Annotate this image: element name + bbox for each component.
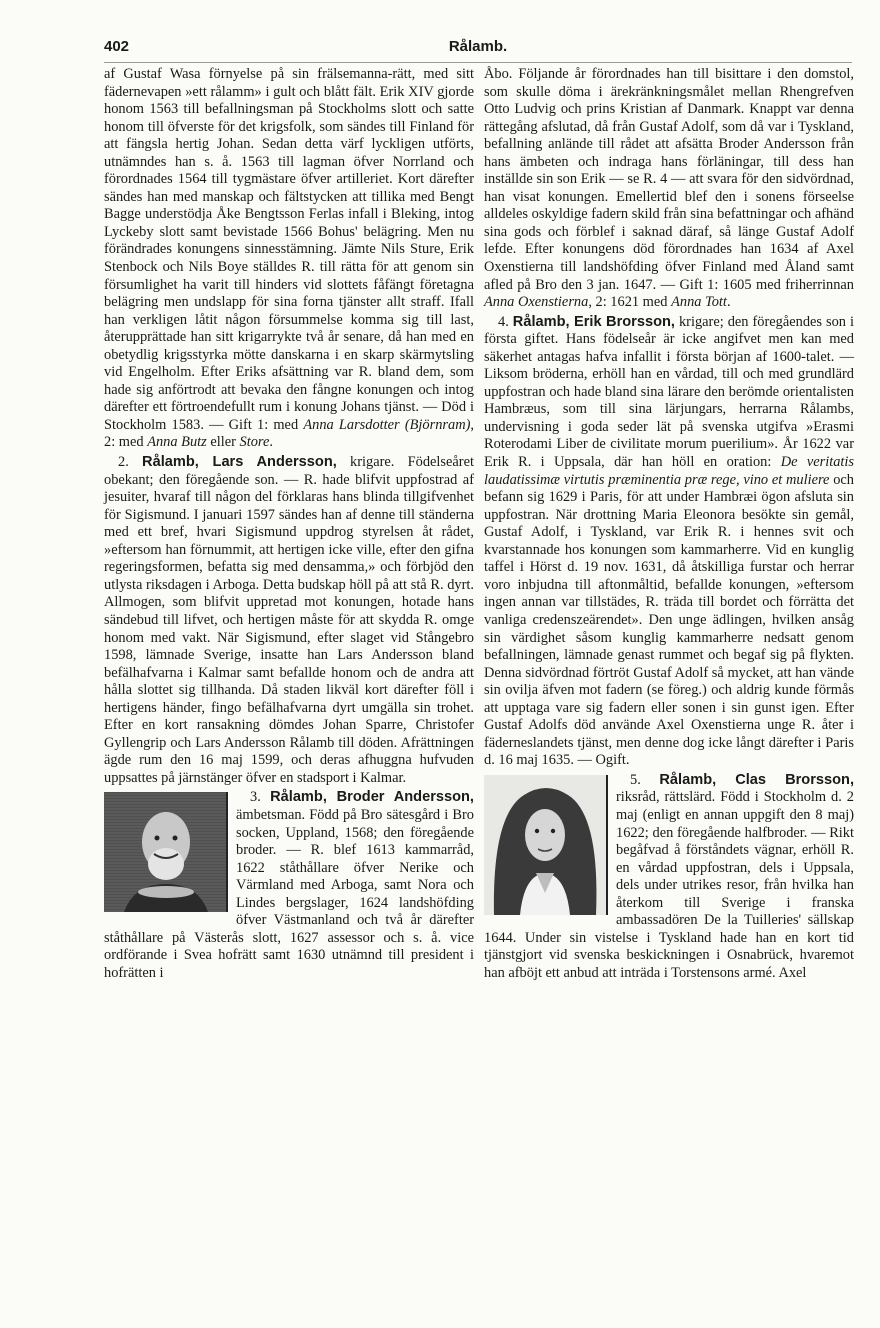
oration-title: De veritatis laudatissimæ virtutis præminentia præ rege, vino et muliere xyxy=(484,454,854,488)
entry-name: Rålamb, Clas Brorsson, xyxy=(659,771,854,788)
portrait-broder-andersson xyxy=(104,792,228,912)
right-column xyxy=(484,66,854,982)
entry-name: Rålamb, Broder Andersson, xyxy=(270,789,474,806)
wife-name: Anna Tott xyxy=(671,294,727,311)
wife-name: Anna Larsdotter (Björnram) xyxy=(303,416,471,433)
wife-name: Store xyxy=(239,434,270,451)
header-rule xyxy=(104,62,852,63)
entry-name: Rålamb, Lars Andersson, xyxy=(142,454,337,471)
entry-5: 5. Rålamb, Clas Brorsson, riksråd, rättslärd. Född i Stockholm d. 2 maj (enligt en annan uppgift den 8 maj) 1622; den föregående halfbroder. — Rikt begåfvad å förståndets vägnar, erhöll R. en vårdad uppfostran, dels i Uppsala, dels under utrikes resor, från hvilka han återkom till Sverige i franska ambassadören De la Tuilleries' sällskap 1644. Under sin vistelse i Tyskland hade han en kort tid tjänstgjort vid svenska beskickningen i Osnabrück, hvaremot han afböjt ett anbud att inträda i Torstensons armé. Axel xyxy=(484,771,854,981)
entry-4: 4. Rålamb, Erik Brorsson, krigare; den föregåendes son i första giftet. Hans födelseår är icke angifvet men kan med säkerhet antagas hafva infallit i första början af 1600-talet. — Liksom bröderna, erhöll han en vårdad, till och med grundlärd uppfostran och hade bland sina lärare den berömde orientalisten Hambræus, som till sina lärjungars, herrarna Rålambs, undervisning i goda seder lät på svenska utgifva »Erasmi Roterodami Liber de civilitate morum puerilium». År 1622 var Erik R. i Uppsala, där han höll en oration: De veritatis laudatissimæ virtutis præminentia præ rege, vino et muliere och befann sig 1629 i Paris, för att under Hambræi ögon afsluta sin uppfostran. När drottning Maria Eleonora besökte sin gemål, Gustaf Adolf, i Tyskland, var Erik R. i hennes svit och kvarstannade hos konungen som kammarherre. Vid en kunglig taffel i Hörst d. 19 nov. 1631, då åtskilliga furstar och herrar voro inbjudna till aftonmåltid, befallde konungen, »eftersom ingen annan var tillstädes, R. träda till bordet och förrätta det vanliga credenszeärendet». Den unge ädlingen, hvilken ansåg sin värdighet såsom kunglig kammarherre nedsatt genom befallningen, lämnade genast rummet och begaf sig på flykten. Denna sidvördnad förtröt Gustaf Adolf så mycket, att han vände sin ovilja äfven mot fadern (se föreg.) och aldrig kunde förmås att upptaga vare sig fadern eller sonen i sin gunst igen. Efter Gustaf Adolfs död använde Axel Oxenstierna unge R. åter i fäderneslandets tjänst, men denne dog icke långt därefter i Paris d. 16 maj 1635. — Ogift. xyxy=(484,313,854,769)
entry-3-continuation: Åbo. Följande år förordnades han till bisittare i den domstol, som skulle döma i ärekränkningsmålet mellan Rhengrefven Otto Ludvig och prins Kristian af Danmark. Knappt var denna rättegång afslutad, då från Gustaf Adolf, som då var i Tyskland, befallning anlände till rådet att afsätta Broder Andersson från hans ämbeten och indraga hans förläningar, till dess han inställde sin son Erik — se R. 4 — att svara för den sidvördnad, han visat konungen. Emellertid blef den i sonens förseelse alldeles oskyldige fadern skild från sina befattningar och afhänd sina gods och förblef i saknad däraf, så länge Gustaf Adolf lefde. Efter konungens död förordnades han 1634 af Axel Oxenstierna till landshöfding öfver Finland med Åland samt afled på Bro den 3 jan. 1647. — Gift 1: 1605 med friherrinnan Anna Oxenstierna, 2: 1621 med Anna Tott. xyxy=(484,66,854,311)
wife-name: Anna Oxenstierna xyxy=(484,294,589,311)
running-head: Rålamb. xyxy=(448,38,508,55)
page-number: 402 xyxy=(104,38,130,55)
wife-name: Anna Butz xyxy=(147,434,207,451)
entry-3: 3. Rålamb, Broder Andersson, ämbetsman. Född på Bro sätesgård i Bro socken, Uppland, 1568; den föregående broder. — R. blef 1613 kammarråd, 1622 ståthållare öfver Nerike och Värmland med Arboga, samt Nora och Lindes bergslager, 1624 landshöfding öfver Västmanland och två år därefter ståthållare på Västerås slott, 1627 assessor och s. å. vice ordförande i Svea hofrätt samt 1630 utnämnd till president i hofrätten i xyxy=(104,789,474,981)
portrait-clas-brorsson xyxy=(484,775,608,915)
entry-name: Rålamb, Erik Brorsson, xyxy=(512,313,675,330)
entry-2: 2. Rålamb, Lars Andersson, krigare. Födelseåret obekant; den föregående son. — R. hade blifvit uppfostrad af jesuiter, hvaraf till någon del förklaras hans blinda tillgifvenhet för Sigismund. I januari 1597 sändes han af denne till ständerna med ett bref, hvari Sigismund uppdrog styrelsen åt rådet, »eftersom han förnummit, att hertigen icke ville, efter den gifna regeringsformen, befatta sig med densamma,» och förbjöd den utlysta riksdagen i Arboga. Detta budskap höll på att stå R. dyrt. Allmogen, som blifvit uppretad mot konungen, hotade hans sändebud till lifvet, och hertigen måste för att skydda R. omge honom med vakt. När Sigismund, efter slaget vid Stångebro 1598, lämnade Sverige, insatte han Lars Andersson bland befälhafvarna i Kalmar samt befallde honom och de andra att hålla slottet sig tillhanda. Då staden likväl kort därefter föll i hertigens händer, fingo befälhafvarna dyrt umgälla sin trohet. Efter en kort ransakning dömdes Johan Sparre, Christofer Gyllengrip och Lars Andersson Rålamb till döden. Afrättningen ägde rum den 16 maj 1599, och deras afhuggna hufvuden uppsattes på järnstänger öfver en stadsport i Kalmar. xyxy=(104,454,474,786)
left-column xyxy=(104,66,474,982)
page-header xyxy=(104,38,852,58)
entry-1-continuation: af Gustaf Wasa förnyelse på sin frälsemanna-rätt, med sitt fädernevapen »ett rålamm» i gult och blått fält. Erik XIV gjorde honom 1563 till befallningsman på Stockholms slott och satte honom till öfverste för det krigsfolk, som sändes till Finland för att fängsla hertig Johan. Sedan detta värf lyckligen utförts, utnämndes han s. å. 1563 till lagman öfver Norrland och förordnades 1564 till tygmästare öfver artilleriet. Kort därefter sändes han med manskap och fältstycken att tillika med Bengt Bagge understödja Åke Bengtsson Ferlas infall i Bleking, intog Lyckeby slott samt bevistade 1566 Bohus' belägring. Men nu förändrades konungens sinnesstämning. Jämte Nils Sture, Erik Stenbock och Nils Boye ställdes R. till rätta för att genom sin försumlighet ha varit till hinders vid slottets fåfängt företagna belägring men undslapp för sina forna tjänster allt straff. Ifall han verkligen låtit någon försummelse komma sig till last, återupprättade han sitt krigarrykte två år senare, då han med en obetydlig krigsstyrka mötte danskarna i en skarp skärmytsling vid Engelholm. Efter Eriks afsättning var R. bland dem, som hade sig anförtrodt att bevaka den fångne konungen och intog därefter ett förtroendefullt rum i konung Johans tjänst. — Död i Stockholm 1583. — Gift 1: med Anna Larsdotter (Björnram), 2: med Anna Butz eller Store. xyxy=(104,66,474,451)
